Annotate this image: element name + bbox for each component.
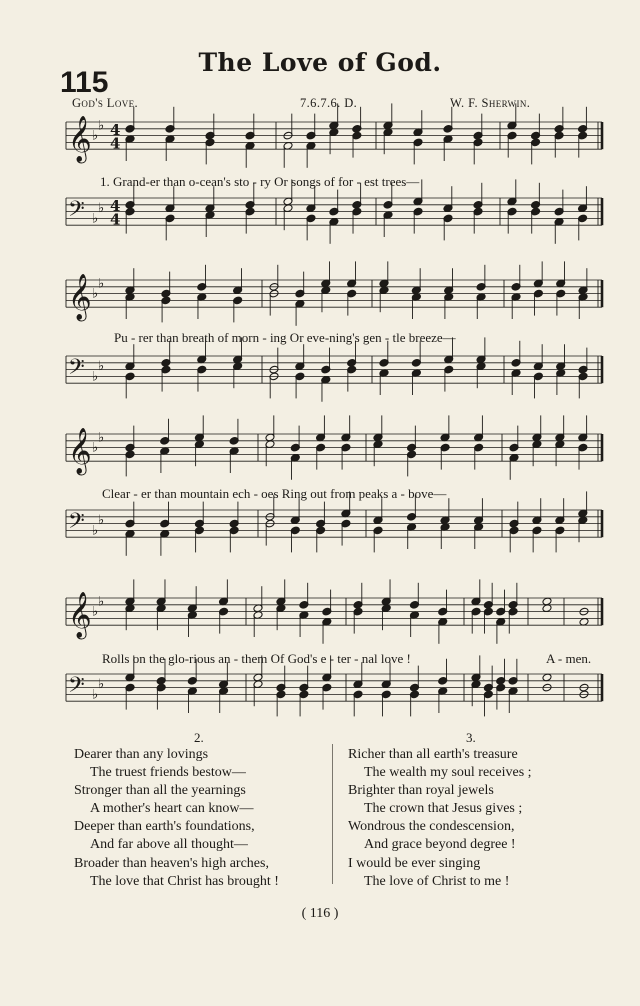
flat-sign: ♭ — [92, 604, 99, 620]
verse-line: A mother's heart can know— — [90, 801, 254, 817]
bass-clef: 𝄢 — [68, 509, 85, 539]
verse-line: And far above all thought— — [90, 837, 248, 853]
time-signature: 4 — [110, 197, 121, 215]
verse-2-number: 2. — [194, 730, 204, 745]
flat-sign: ♭ — [98, 513, 105, 529]
flat-sign: ♭ — [98, 359, 105, 375]
flat-sign: ♭ — [92, 211, 99, 227]
treble-clef: 𝄞 — [68, 274, 92, 320]
lyric-line-1: 1. Grand-er than o-cean's sto - ry Or songs of for - est trees— — [100, 174, 420, 189]
amen-lyric: A - men. — [546, 651, 592, 666]
verse-line: I would be ever singing — [348, 855, 481, 871]
verse-2 — [74, 746, 279, 891]
treble-clef: 𝄞 — [68, 428, 92, 474]
time-signature: 4 — [110, 210, 121, 229]
time-signature: 4 — [110, 121, 121, 139]
verse-3-number: 3. — [466, 730, 476, 745]
flat-sign: ♭ — [98, 276, 105, 292]
verse-line: Deeper than earth's foundations, — [74, 819, 255, 835]
verse-line: The crown that Jesus gives ; — [364, 801, 523, 817]
lyric-line-2: Pu - rer than breath of morn - ing Or eve-ning's gen - tle breeze— — [114, 330, 456, 345]
bass-clef: 𝄢 — [68, 673, 85, 703]
flat-sign: ♭ — [92, 369, 99, 385]
flat-sign: ♭ — [92, 687, 99, 703]
verse-line: The love that Christ has brought ! — [90, 873, 279, 889]
metre: 7.6.7.6. D. — [300, 96, 358, 110]
flat-sign: ♭ — [98, 118, 105, 134]
verse-line: Broader than heaven's high arches, — [74, 855, 269, 871]
flat-sign: ♭ — [98, 430, 105, 446]
flat-sign: ♭ — [98, 677, 105, 693]
verse-line: The love of Christ to me ! — [364, 873, 510, 889]
treble-clef: 𝄞 — [68, 592, 92, 638]
verse-line: Richer than all earth's treasure — [348, 747, 518, 762]
verse-line: Stronger than all the yearnings — [74, 783, 246, 799]
verse-divider — [332, 744, 333, 884]
verse-3 — [348, 746, 532, 891]
flat-sign: ♭ — [92, 128, 99, 144]
flat-sign: ♭ — [92, 523, 99, 539]
hymn-number: 115 — [60, 66, 109, 99]
lyric-line-4: Rolls on the glo-rious an - them Of God's e - ter - nal love ! — [102, 651, 411, 666]
flat-sign: ♭ — [92, 286, 99, 302]
verse-line: Wondrous the condescension, — [348, 819, 515, 835]
flat-sign: ♭ — [92, 440, 99, 456]
flat-sign: ♭ — [98, 594, 105, 610]
treble-clef: 𝄞 — [68, 116, 92, 162]
composer: W. F. Sherwin. — [450, 96, 531, 110]
verse-line: Brighter than royal jewels — [348, 783, 494, 799]
page-number: ( 116 ) — [301, 906, 339, 921]
tune-name: God's Love. — [72, 96, 139, 110]
flat-sign: ♭ — [98, 201, 105, 217]
verse-line: And grace beyond degree ! — [364, 837, 516, 853]
hymn-title: The Love of God. — [198, 48, 442, 77]
verse-line: The wealth my soul receives ; — [364, 765, 532, 781]
verse-line: Dearer than any lovings — [74, 747, 209, 762]
bass-clef: 𝄢 — [68, 197, 85, 227]
verse-line: The truest friends bestow— — [90, 765, 246, 781]
time-signature: 4 — [110, 134, 121, 153]
lyric-line-3: Clear - er than mountain ech - oes Ring out from peaks a - bove— — [102, 486, 447, 501]
bass-clef: 𝄢 — [68, 355, 85, 385]
